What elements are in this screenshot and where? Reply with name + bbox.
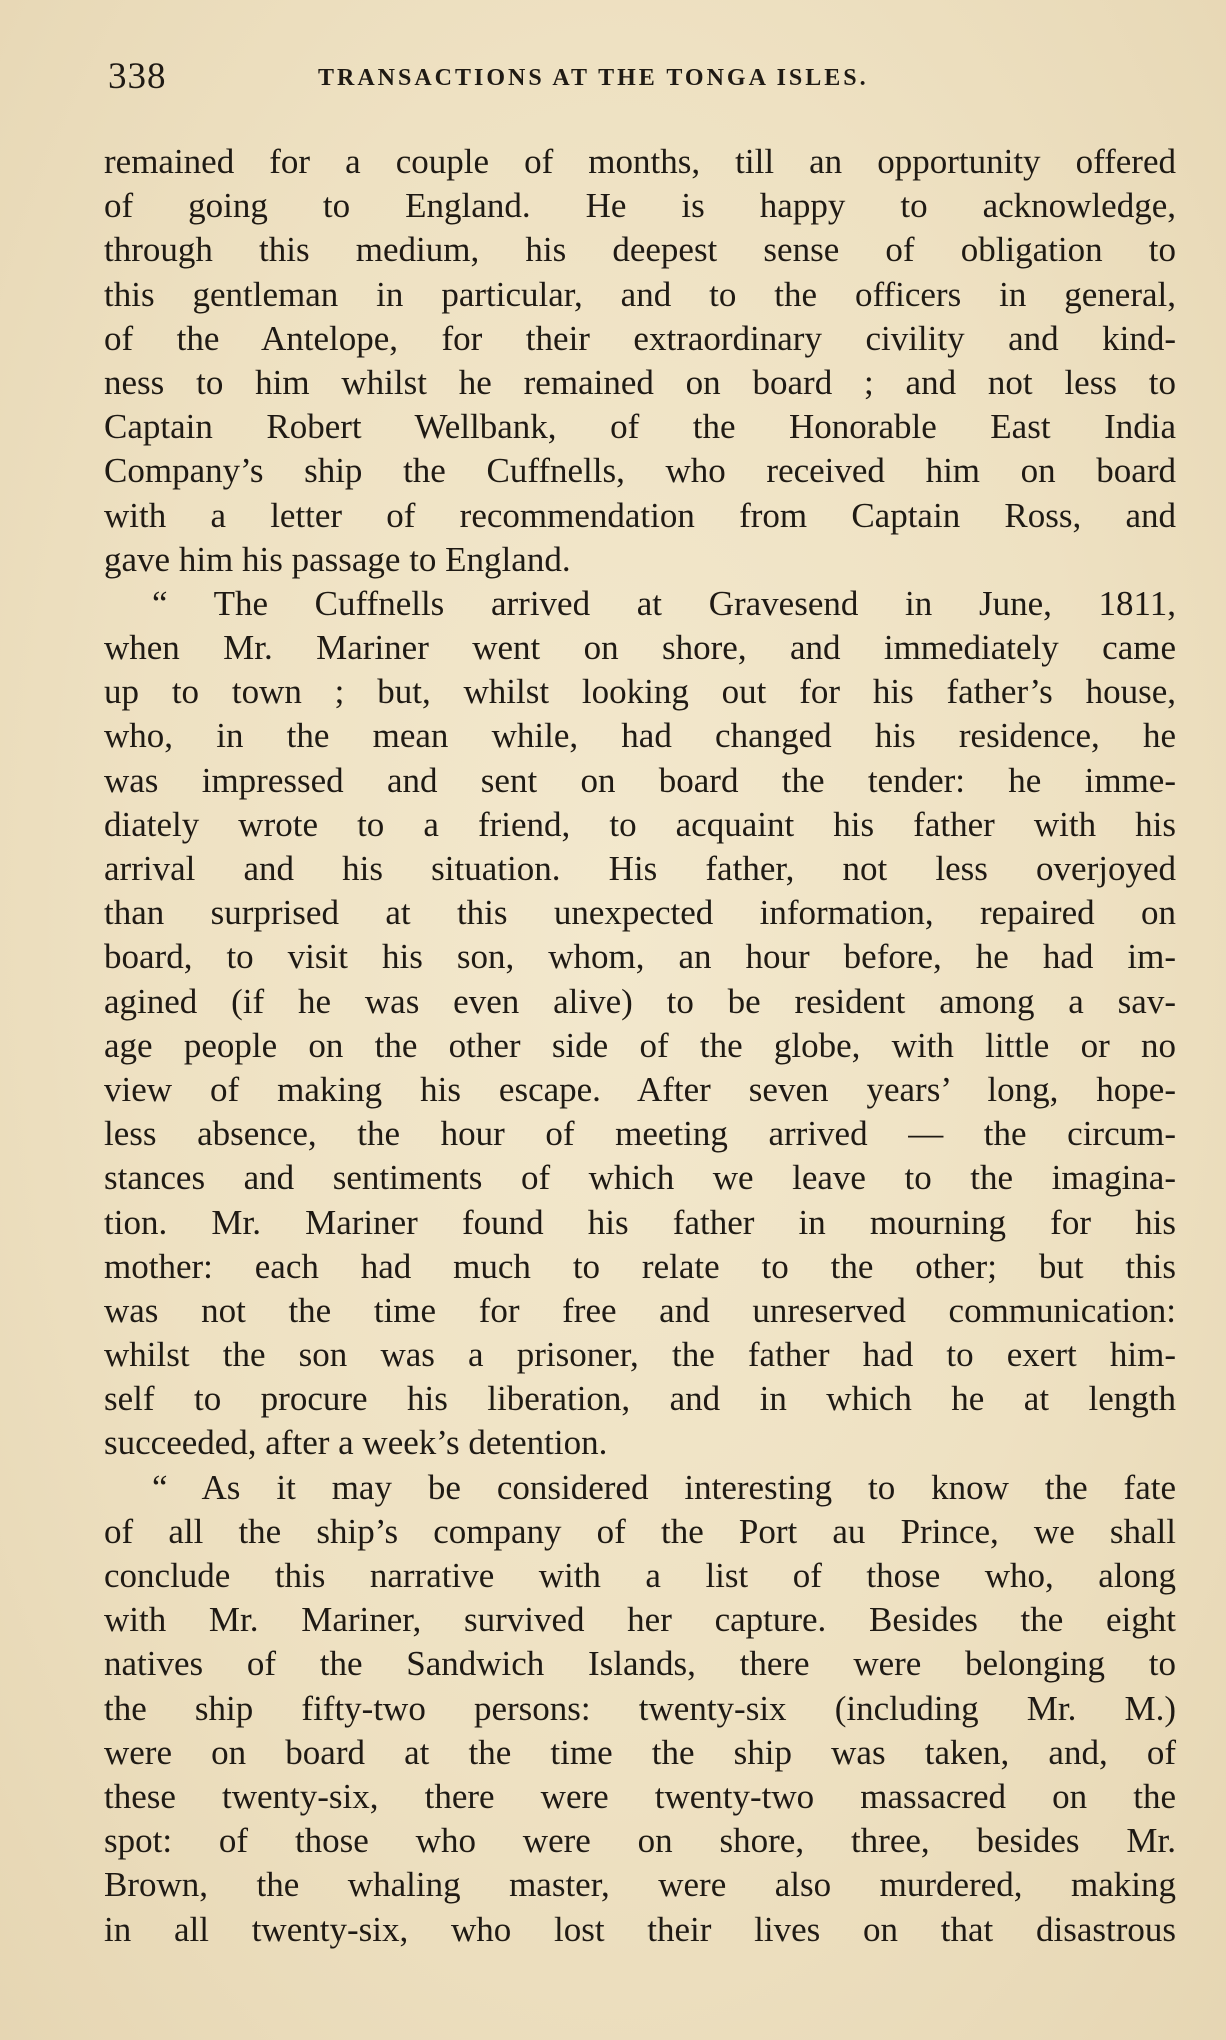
text-line: whilst the son was a prisoner, the father had to exert him- <box>104 1335 1176 1375</box>
text-line: ness to him whilst he remained on board ; and not less to <box>104 362 1176 402</box>
text-line: up to town ; but, whilst looking out for his father’s house, <box>104 672 1176 712</box>
text-line: when Mr. Mariner went on shore, and immediately came <box>104 628 1176 668</box>
text-line: with Mr. Mariner, survived her capture. Besides the eight <box>104 1600 1176 1640</box>
text-line: succeeded, after a week’s detention. <box>104 1423 608 1463</box>
text-line: tion. Mr. Mariner found his father in mourning for his <box>104 1202 1176 1242</box>
body-text <box>104 140 1176 1952</box>
text-line: the ship fifty-two persons: twenty-six (including Mr. M.) <box>104 1688 1176 1728</box>
text-line: conclude this narrative with a list of those who, along <box>104 1556 1176 1595</box>
text-line: diately wrote to a friend, to acquaint his father with his <box>104 804 1176 844</box>
text-line: agined (if he was even alive) to be resident among a sav- <box>104 981 1176 1021</box>
text-line: view of making his escape. After seven years’ long, hope- <box>104 1069 1176 1109</box>
text-line: of going to England. He is happy to acknowledge, <box>104 186 1176 226</box>
text-line: remained for a couple of months, till an opportunity offered <box>104 142 1176 181</box>
text-line: these twenty-six, there were twenty-two massacred on the <box>104 1776 1176 1816</box>
text-line: age people on the other side of the globe, with little or no <box>104 1025 1176 1065</box>
text-line: arrival and his situation. His father, not less overjoyed <box>104 849 1176 888</box>
text-line: “ As it may be considered interesting to know the fate <box>152 1467 1176 1507</box>
page-header <box>108 52 1178 102</box>
text-line: board, to visit his son, whom, an hour before, he had im- <box>104 937 1176 977</box>
text-line: who, in the mean while, had changed his residence, he <box>104 716 1176 756</box>
text-line: with a letter of recommendation from Captain Ross, and <box>104 495 1176 535</box>
text-line: were on board at the time the ship was taken, and, of <box>104 1732 1176 1772</box>
text-line: Captain Robert Wellbank, of the Honorable East India <box>104 407 1176 447</box>
text-line: natives of the Sandwich Islands, there were belonging to <box>104 1644 1176 1684</box>
text-line: stances and sentiments of which we leave to the imagina- <box>104 1158 1176 1198</box>
text-line: was not the time for free and unreserved communication: <box>104 1290 1176 1330</box>
text-line: Company’s ship the Cuffnells, who received him on board <box>104 451 1176 491</box>
text-line: through this medium, his deepest sense of obligation to <box>104 230 1176 270</box>
text-line: mother: each had much to relate to the other; but this <box>104 1246 1176 1286</box>
text-line: of all the ship’s company of the Port au Prince, we shall <box>104 1511 1176 1551</box>
text-line: than surprised at this unexpected information, repaired on <box>104 893 1176 933</box>
running-head: TRANSACTIONS AT THE TONGA ISLES. <box>318 65 869 91</box>
text-line: Brown, the whaling master, were also murdered, making <box>104 1865 1176 1905</box>
text-line: was impressed and sent on board the tender: he imme- <box>104 760 1176 800</box>
text-line: of the Antelope, for their extraordinary civility and kind- <box>104 318 1176 358</box>
text-line: gave him his passage to England. <box>104 539 571 579</box>
text-line: self to procure his liberation, and in which he at length <box>104 1379 1176 1419</box>
page-number: 338 <box>108 56 167 97</box>
text-line: spot: of those who were on shore, three, besides Mr. <box>104 1821 1176 1861</box>
text-line: in all twenty-six, who lost their lives on that disastrous <box>104 1909 1176 1949</box>
text-line: this gentleman in particular, and to the officers in general, <box>104 274 1176 314</box>
text-line: “ The Cuffnells arrived at Gravesend in June, 1811, <box>152 583 1176 623</box>
text-line: less absence, the hour of meeting arrived — the circum- <box>104 1114 1176 1154</box>
